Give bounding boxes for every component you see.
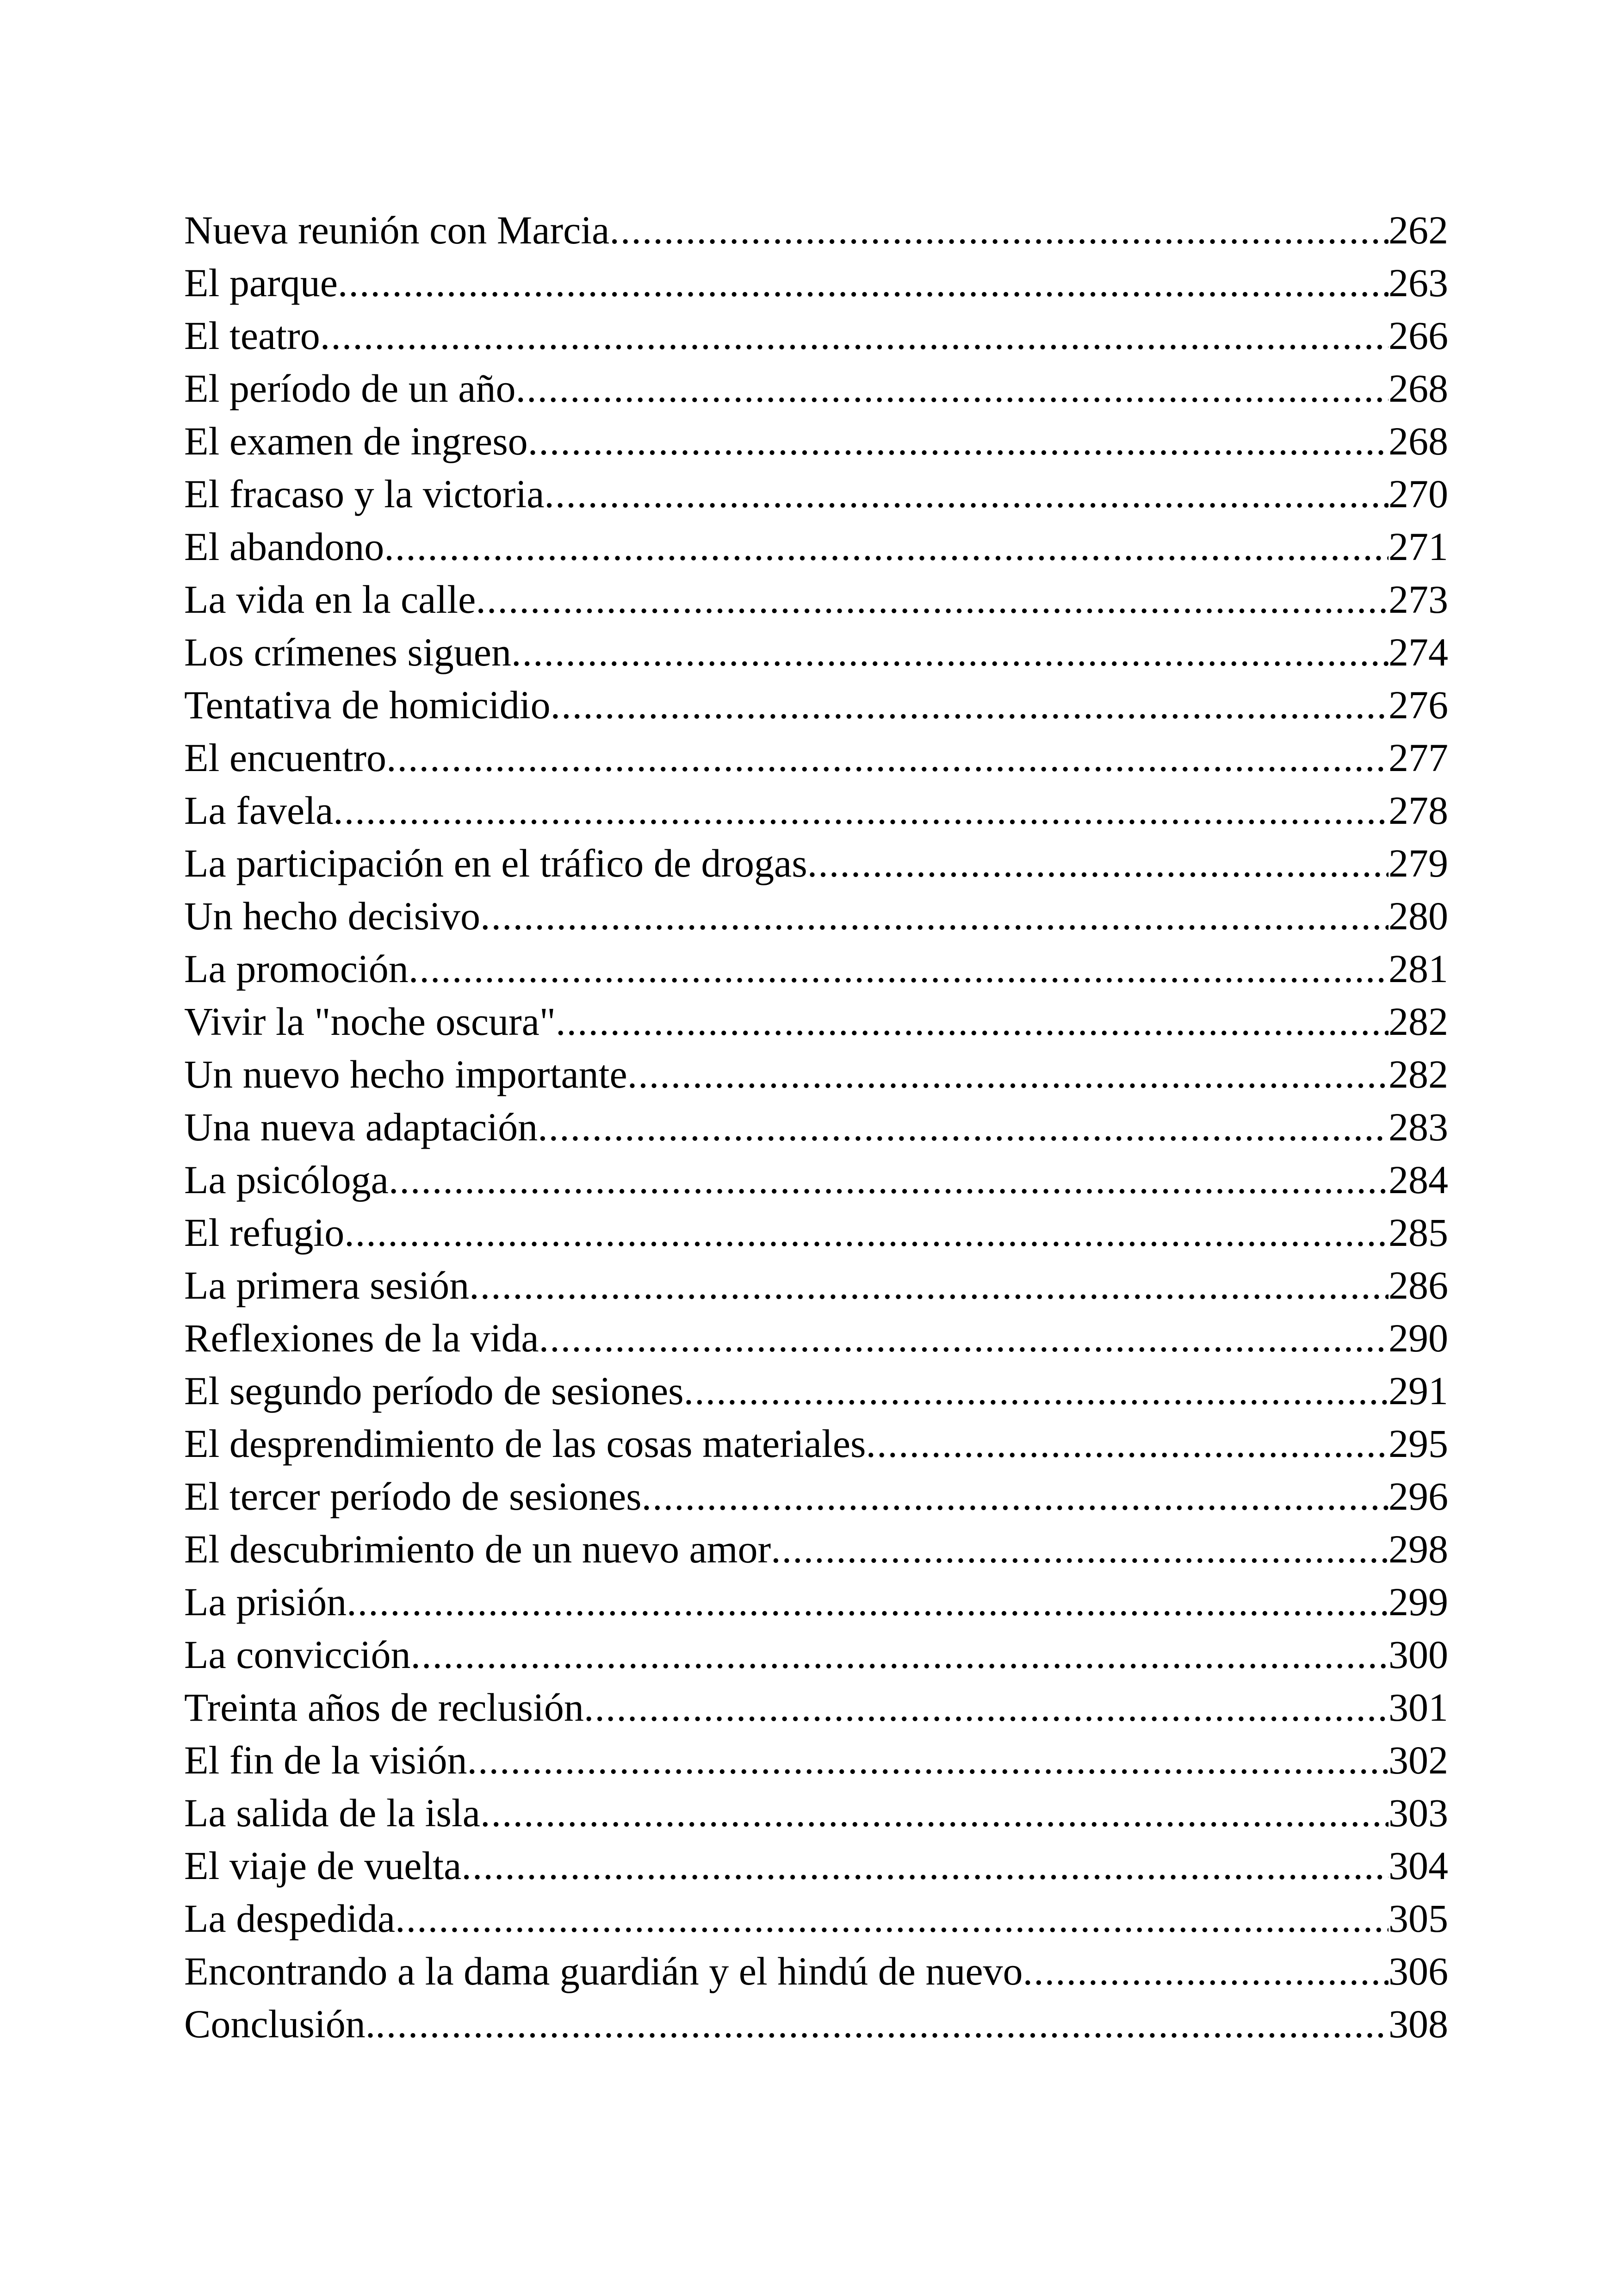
toc-entry-page: 295 bbox=[1389, 1421, 1448, 1466]
toc-entry-title: La primera sesión bbox=[184, 1263, 470, 1307]
toc-dot-leader bbox=[411, 1628, 1389, 1681]
toc-entry-title: El encuentro bbox=[184, 735, 386, 780]
toc-entry-title: El teatro bbox=[184, 313, 320, 358]
toc-entry-title: El fracaso y la victoria bbox=[184, 472, 545, 516]
toc-entry bbox=[184, 1417, 1448, 1470]
toc-dot-leader bbox=[375, 1997, 1389, 2050]
toc-entry-title: El desprendimiento de las cosas materiales bbox=[184, 1421, 866, 1466]
toc-entry bbox=[184, 204, 1448, 256]
toc-entry bbox=[184, 573, 1448, 626]
toc-entry bbox=[184, 890, 1448, 942]
toc-entry-title: La psicóloga bbox=[184, 1157, 389, 1202]
toc-dot-leader bbox=[684, 1364, 1389, 1417]
toc-entry bbox=[184, 1945, 1448, 1997]
toc-dot-leader bbox=[584, 1681, 1389, 1734]
toc-entry-title: El segundo período de sesiones bbox=[184, 1369, 684, 1413]
toc-entry-title: Conclusión. bbox=[184, 2002, 376, 2046]
toc-entry-title: La convicción bbox=[184, 1632, 411, 1677]
toc-entry bbox=[184, 1575, 1448, 1628]
toc-entry-page: 274 bbox=[1389, 630, 1448, 674]
toc-entry-page: 306 bbox=[1389, 1949, 1448, 1993]
table-of-contents bbox=[184, 204, 1448, 2050]
toc-entry-title: Un hecho decisivo bbox=[184, 894, 481, 938]
toc-entry-page: 291 bbox=[1389, 1369, 1448, 1413]
toc-entry-title: Los crímenes siguen bbox=[184, 630, 511, 674]
toc-entry bbox=[184, 1101, 1448, 1153]
toc-dot-leader bbox=[461, 1839, 1389, 1892]
toc-dot-leader bbox=[480, 890, 1389, 942]
toc-dot-leader bbox=[528, 415, 1389, 467]
toc-entry-page: 300 bbox=[1389, 1632, 1448, 1677]
toc-entry-title: El tercer período de sesiones bbox=[184, 1474, 642, 1518]
toc-dot-leader bbox=[539, 1312, 1389, 1364]
toc-entry bbox=[184, 1153, 1448, 1206]
toc-entry-page: 284 bbox=[1389, 1157, 1448, 1202]
toc-entry bbox=[184, 415, 1448, 467]
toc-entry bbox=[184, 731, 1448, 784]
toc-dot-leader bbox=[627, 1048, 1389, 1101]
toc-entry-title: El examen de ingreso bbox=[184, 419, 528, 463]
toc-entry bbox=[184, 1892, 1448, 1945]
toc-entry-page: 302 bbox=[1389, 1738, 1448, 1782]
toc-entry bbox=[184, 1470, 1448, 1523]
toc-dot-leader bbox=[338, 256, 1389, 309]
toc-dot-leader bbox=[469, 1259, 1389, 1312]
toc-entry bbox=[184, 467, 1448, 520]
toc-entry-page: 282 bbox=[1389, 999, 1448, 1044]
toc-dot-leader bbox=[347, 1575, 1389, 1628]
toc-entry-page: 299 bbox=[1389, 1580, 1448, 1624]
toc-entry-title: El refugio bbox=[184, 1210, 345, 1255]
toc-entry bbox=[184, 678, 1448, 731]
toc-dot-leader bbox=[467, 1734, 1389, 1786]
toc-entry-title: La participación en el tráfico de drogas bbox=[184, 841, 807, 885]
toc-entry-title: Un nuevo hecho importante bbox=[184, 1052, 627, 1096]
toc-entry bbox=[184, 942, 1448, 995]
toc-dot-leader bbox=[544, 467, 1389, 520]
toc-entry-page: 273 bbox=[1389, 577, 1448, 622]
toc-entry-page: 278 bbox=[1389, 788, 1448, 833]
toc-entry-title: La vida en la calle bbox=[184, 577, 476, 622]
toc-entry bbox=[184, 362, 1448, 415]
toc-dot-leader bbox=[551, 678, 1389, 731]
toc-dot-leader bbox=[866, 1417, 1389, 1470]
toc-entry bbox=[184, 1523, 1448, 1575]
toc-entry-page: 270 bbox=[1389, 472, 1448, 516]
toc-entry-title: La salida de la isla bbox=[184, 1791, 480, 1835]
toc-entry-page: 277 bbox=[1389, 735, 1448, 780]
toc-entry bbox=[184, 837, 1448, 890]
toc-entry-title: El abandono bbox=[184, 524, 384, 569]
toc-entry-page: 282 bbox=[1389, 1052, 1448, 1096]
toc-entry-page: 281 bbox=[1389, 946, 1448, 991]
toc-entry-page: 304 bbox=[1389, 1843, 1448, 1888]
toc-entry bbox=[184, 1734, 1448, 1786]
toc-entry-page: 308 bbox=[1389, 2002, 1448, 2046]
toc-entry bbox=[184, 626, 1448, 678]
toc-entry-page: 271 bbox=[1389, 524, 1448, 569]
toc-entry-title: El parque bbox=[184, 261, 338, 305]
toc-dot-leader bbox=[389, 1153, 1389, 1206]
toc-entry-title: El viaje de vuelta bbox=[184, 1843, 462, 1888]
toc-entry-page: 285 bbox=[1389, 1210, 1448, 1255]
toc-entry-title: Reflexiones de la vida bbox=[184, 1316, 539, 1360]
toc-dot-leader bbox=[386, 731, 1389, 784]
toc-entry bbox=[184, 309, 1448, 362]
toc-entry bbox=[184, 1259, 1448, 1312]
toc-entry-page: 268 bbox=[1389, 419, 1448, 463]
toc-dot-leader bbox=[515, 362, 1389, 415]
toc-dot-leader bbox=[642, 1470, 1389, 1523]
toc-entry bbox=[184, 1206, 1448, 1259]
toc-entry-title: Encontrando a la dama guardián y el hindú de nuevo bbox=[184, 1949, 1023, 1993]
toc-entry-title: Una nueva adaptación bbox=[184, 1105, 538, 1149]
toc-dot-leader bbox=[395, 1892, 1389, 1945]
toc-dot-leader bbox=[344, 1206, 1389, 1259]
toc-entry-page: 303 bbox=[1389, 1791, 1448, 1835]
toc-entry-page: 279 bbox=[1389, 841, 1448, 885]
toc-entry-page: 298 bbox=[1389, 1527, 1448, 1571]
toc-entry bbox=[184, 995, 1448, 1048]
toc-dot-leader bbox=[771, 1523, 1389, 1575]
toc-entry-title: La favela bbox=[184, 788, 334, 833]
toc-entry bbox=[184, 1681, 1448, 1734]
toc-dot-leader bbox=[333, 784, 1389, 837]
toc-entry-page: 290 bbox=[1389, 1316, 1448, 1360]
toc-entry-title: El descubrimiento de un nuevo amor bbox=[184, 1527, 771, 1571]
toc-entry-page: 301 bbox=[1389, 1685, 1448, 1730]
toc-dot-leader bbox=[1023, 1945, 1389, 1997]
toc-entry-title: Nueva reunión con Marcia bbox=[184, 208, 610, 252]
toc-entry-page: 266 bbox=[1389, 313, 1448, 358]
toc-entry bbox=[184, 1048, 1448, 1101]
toc-entry-title: Tentativa de homicidio bbox=[184, 683, 551, 727]
toc-entry-title: Vivir la "noche oscura" bbox=[184, 999, 556, 1044]
toc-entry-page: 268 bbox=[1389, 366, 1448, 411]
toc-dot-leader bbox=[409, 942, 1389, 995]
toc-entry-page: 286 bbox=[1389, 1263, 1448, 1307]
toc-entry bbox=[184, 784, 1448, 837]
toc-entry-page: 276 bbox=[1389, 683, 1448, 727]
toc-entry-page: 280 bbox=[1389, 894, 1448, 938]
toc-dot-leader bbox=[480, 1786, 1389, 1839]
toc-entry bbox=[184, 1364, 1448, 1417]
toc-entry-title: El período de un año bbox=[184, 366, 516, 411]
toc-entry-page: 305 bbox=[1389, 1896, 1448, 1941]
toc-dot-leader bbox=[384, 520, 1389, 573]
toc-entry-page: 283 bbox=[1389, 1105, 1448, 1149]
toc-entry-page: 263 bbox=[1389, 261, 1448, 305]
toc-dot-leader bbox=[511, 626, 1389, 678]
toc-dot-leader bbox=[476, 573, 1389, 626]
toc-entry-title: La prisión bbox=[184, 1580, 347, 1624]
toc-entry-page: 296 bbox=[1389, 1474, 1448, 1518]
toc-entry bbox=[184, 256, 1448, 309]
toc-dot-leader bbox=[609, 204, 1389, 256]
toc-entry-title: La despedida bbox=[184, 1896, 396, 1941]
toc-dot-leader bbox=[556, 995, 1389, 1048]
toc-entry-title: La promoción bbox=[184, 946, 409, 991]
toc-dot-leader bbox=[807, 837, 1389, 890]
toc-entry bbox=[184, 520, 1448, 573]
toc-dot-leader bbox=[320, 309, 1389, 362]
toc-entry-page: 262 bbox=[1389, 208, 1448, 252]
toc-entry bbox=[184, 1997, 1448, 2050]
toc-entry-title: El fin de la visión bbox=[184, 1738, 467, 1782]
toc-entry bbox=[184, 1628, 1448, 1681]
toc-entry-title: Treinta años de reclusión bbox=[184, 1685, 584, 1730]
toc-entry bbox=[184, 1312, 1448, 1364]
toc-dot-leader bbox=[538, 1101, 1389, 1153]
toc-entry bbox=[184, 1786, 1448, 1839]
toc-entry bbox=[184, 1839, 1448, 1892]
